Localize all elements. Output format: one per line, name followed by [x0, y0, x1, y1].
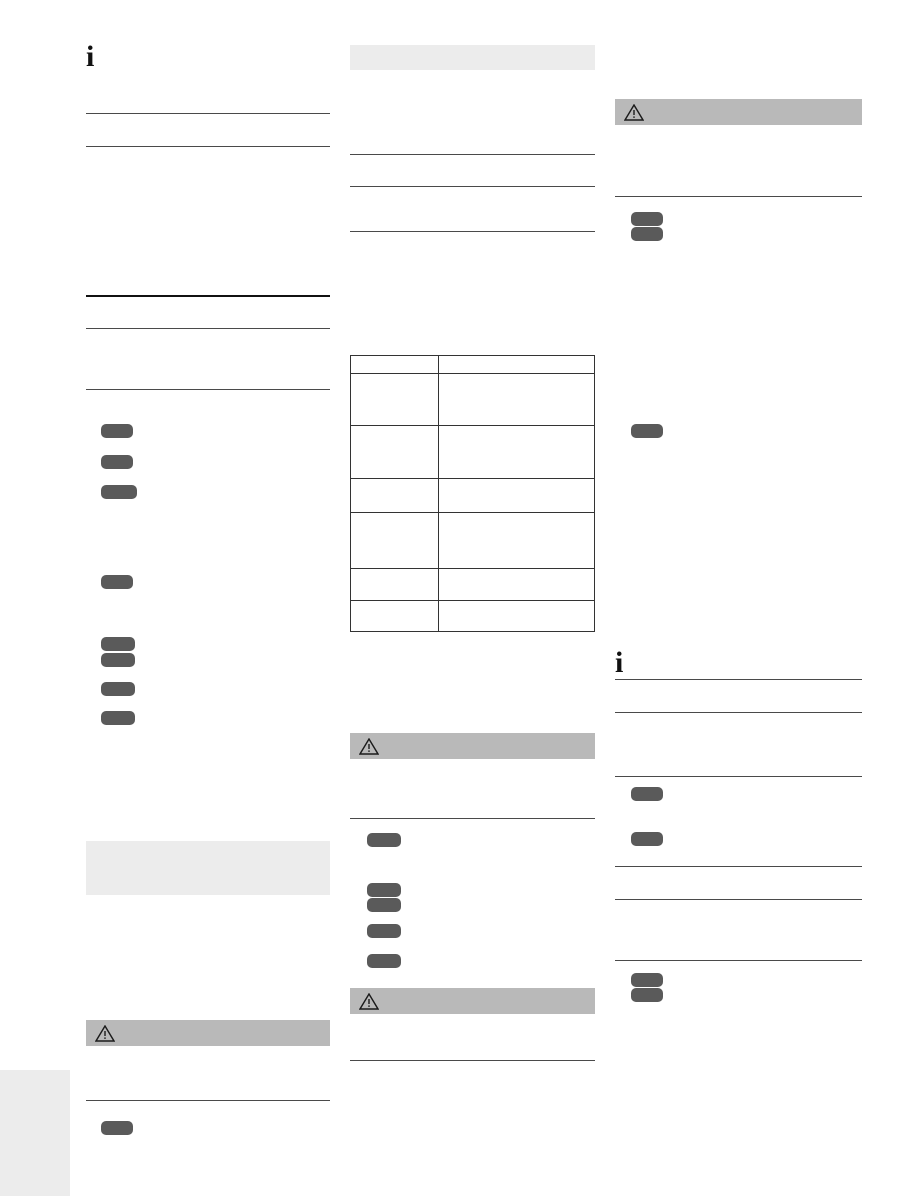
warning-triangle-icon — [359, 993, 379, 1010]
info-icon: i — [615, 646, 624, 679]
step-pill[interactable] — [101, 682, 135, 696]
column-right — [615, 0, 862, 1196]
step-pill[interactable] — [631, 227, 663, 241]
table-row-divider — [350, 373, 595, 374]
table-column-divider — [438, 355, 439, 632]
rule — [86, 389, 330, 390]
step-pill[interactable] — [631, 832, 663, 846]
rule — [615, 866, 862, 867]
rule — [350, 154, 595, 155]
rule — [615, 712, 862, 713]
warning-triangle-icon — [359, 738, 379, 755]
table-row-divider — [350, 568, 595, 569]
step-pill[interactable] — [631, 787, 663, 801]
rule — [615, 679, 862, 680]
step-pill[interactable] — [367, 898, 401, 912]
section-header-box — [350, 45, 595, 70]
rule — [350, 1060, 595, 1061]
warning-bar — [350, 988, 595, 1014]
warning-triangle-icon — [95, 1025, 115, 1042]
rule — [615, 776, 862, 777]
column-left — [86, 0, 330, 1196]
step-pill[interactable] — [367, 954, 401, 968]
table-row-divider — [350, 512, 595, 513]
step-pill[interactable] — [101, 455, 133, 469]
table-border — [350, 355, 595, 632]
column-middle — [350, 0, 595, 1196]
rule — [86, 146, 330, 147]
info-icon: i — [86, 40, 95, 73]
warning-bar — [615, 99, 862, 125]
step-pill[interactable] — [367, 833, 401, 847]
page-edge-tab — [0, 1070, 70, 1196]
rule — [615, 899, 862, 900]
rule — [86, 113, 330, 114]
rule — [350, 231, 595, 232]
table-row-divider — [350, 478, 595, 479]
step-pill[interactable] — [101, 653, 135, 667]
rule — [350, 186, 595, 187]
step-pill[interactable] — [631, 424, 663, 438]
step-pill[interactable] — [101, 1121, 133, 1135]
warning-bar — [350, 733, 595, 759]
rule — [350, 818, 595, 819]
table-row-divider — [350, 425, 595, 426]
step-pill[interactable] — [101, 711, 135, 725]
step-pill[interactable] — [101, 575, 133, 589]
step-pill[interactable] — [631, 988, 663, 1002]
warning-triangle-icon — [624, 104, 644, 121]
table-row-divider — [350, 600, 595, 601]
rule — [86, 1100, 330, 1101]
step-pill[interactable] — [101, 485, 137, 499]
rule — [86, 328, 330, 329]
step-pill[interactable] — [101, 637, 135, 651]
rule — [615, 960, 862, 961]
step-pill[interactable] — [101, 424, 133, 438]
warning-bar — [86, 1020, 330, 1046]
step-pill[interactable] — [631, 212, 663, 226]
note-box — [86, 841, 330, 895]
rule — [615, 196, 862, 197]
step-pill[interactable] — [631, 973, 663, 987]
step-pill[interactable] — [367, 883, 401, 897]
step-pill[interactable] — [367, 924, 401, 938]
rule — [86, 295, 330, 297]
